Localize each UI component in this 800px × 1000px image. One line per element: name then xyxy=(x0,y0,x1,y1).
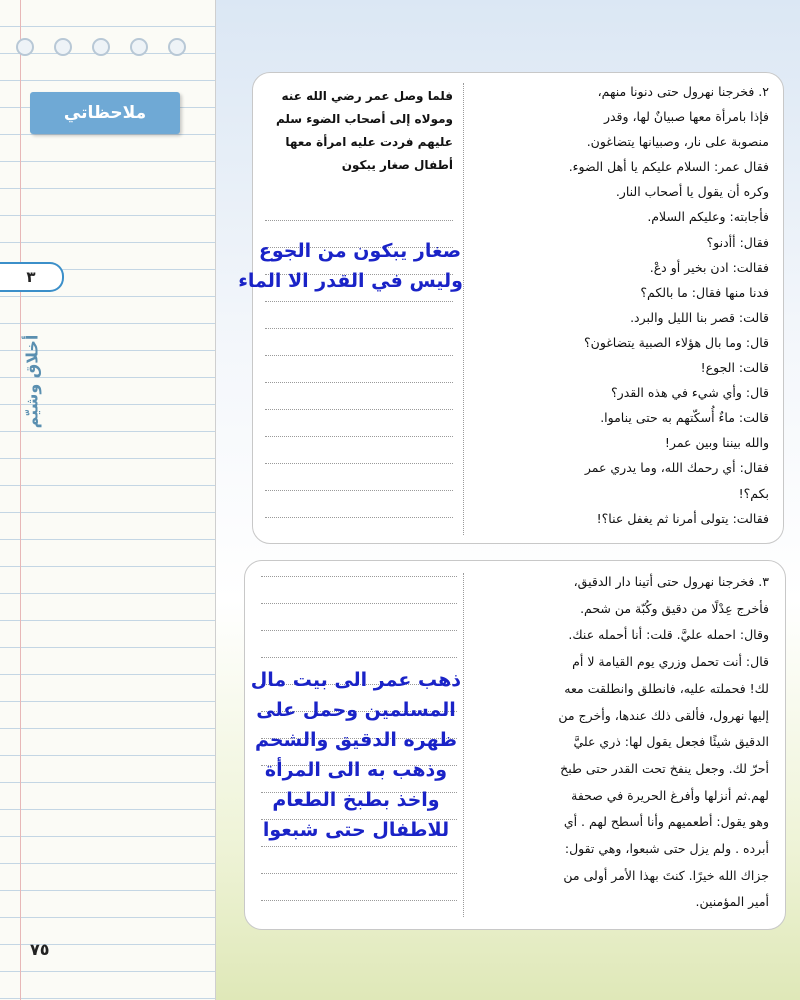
story-line: بكم؟! xyxy=(738,485,769,501)
handwritten-line: ذهب عمر الى بيت مال xyxy=(250,669,461,691)
story-line: إليها نهرول، فألقى ذلك عندها، وأخرج من xyxy=(558,707,769,723)
story-line: وكره أن يقول يا أصحاب النار. xyxy=(615,184,769,200)
binder-hole-icon xyxy=(92,38,110,56)
dotted-writing-line[interactable] xyxy=(265,219,453,221)
dotted-writing-line[interactable] xyxy=(261,656,457,658)
column-divider xyxy=(463,83,464,535)
story-line: أحرّ لك. وجعل ينفخ تحت القدر حتى طبخ xyxy=(560,760,769,776)
story-line: أمير المؤمنين. xyxy=(695,894,769,910)
note-line: فلما وصل عمر رضي الله عنه xyxy=(281,89,453,103)
chapter-number: ٣ xyxy=(26,268,36,286)
dotted-writing-line[interactable] xyxy=(265,354,453,356)
binder-hole-icon xyxy=(54,38,72,56)
binder-hole-icon xyxy=(130,38,148,56)
story-line: والله بيننا وبين عمر! xyxy=(664,435,769,451)
story-line: وهو يقول: أطعميهم وأنا أسطح لهم . أي xyxy=(563,814,769,830)
chapter-number-badge xyxy=(0,262,64,292)
my-notes-label: ملاحظاتي xyxy=(63,103,147,123)
margin-line xyxy=(20,0,21,1000)
binder-hole-icon xyxy=(168,38,186,56)
chapter-title: أخلاق وشيّم xyxy=(22,334,42,428)
handwritten-line: صغار يبكون من الجوع xyxy=(258,240,462,262)
handwritten-line: وذهب به الى المرأة xyxy=(264,759,448,781)
story-line: منصوبة على نار، وصبيانها يتضاغون. xyxy=(586,134,769,150)
binder-hole-icon xyxy=(16,38,34,56)
story-line: ٢. فخرجنا نهرول حتى دنونا منهم، xyxy=(597,84,769,99)
story-panel-3 xyxy=(244,560,786,930)
dotted-writing-line[interactable] xyxy=(265,300,453,302)
note-line: عليهم فردت عليه امرأة معها xyxy=(285,135,453,149)
dotted-writing-line[interactable] xyxy=(261,872,457,874)
column-divider xyxy=(463,573,464,917)
story-line: قالت: الجوع! xyxy=(700,360,769,376)
story-panel-2 xyxy=(238,72,784,544)
handwritten-line: ظهره الدقيق والشحم xyxy=(254,729,458,751)
binder-holes xyxy=(0,38,210,58)
dotted-writing-line[interactable] xyxy=(261,845,457,847)
story-line: قال: أنت تحمل وزري يوم القيامة لا أم xyxy=(572,654,769,670)
handwritten-answer-2 xyxy=(251,665,461,845)
chapter-title-vertical xyxy=(12,296,52,466)
dotted-writing-line[interactable] xyxy=(265,435,453,437)
story-line: أبرده . ولم يزل حتى شبعوا، وهي تقول: xyxy=(564,841,769,857)
story-line: لهم.ثم أنزلها وأفرغ الحريرة في صحفة xyxy=(571,787,769,803)
dotted-writing-line[interactable] xyxy=(265,327,453,329)
story-line: جزاك الله خيرًا. كنتَ بهذا الأمر أولى من xyxy=(563,867,769,883)
story-line: فأجابته: وعليكم السلام. xyxy=(647,209,769,225)
dotted-writing-line[interactable] xyxy=(261,899,457,901)
story-line: ٣. فخرجنا نهرول حتى أتينا دار الدقيق، xyxy=(573,574,769,589)
handwritten-answer-1 xyxy=(238,236,463,296)
story-line: لك! فحملته عليه، فانطلق وانطلقت معه xyxy=(564,680,769,696)
story-text-2 xyxy=(473,79,769,531)
handwritten-line: المسلمين وحمل على xyxy=(256,699,456,721)
dotted-writing-line[interactable] xyxy=(265,381,453,383)
note-line: أطفال صغار يبكون xyxy=(341,158,453,172)
story-line: فقالت: ادن بخير أو دعْ. xyxy=(649,259,769,275)
dotted-writing-line[interactable] xyxy=(261,575,457,577)
dotted-writing-line[interactable] xyxy=(261,602,457,604)
story-line: فأخرج عِدْلًا من دقيق وكُبّة من شحم. xyxy=(580,600,769,616)
note-line: ومولاه إلى أصحاب الضوء سلم xyxy=(275,112,453,126)
story-line: فدنا منها فقال: ما بالكم؟ xyxy=(640,284,769,300)
story-line: وقال: احمله عليَّ. قلت: أنا أحمله عنك. xyxy=(568,627,769,643)
handwritten-line: وليس في القدر الا الماء xyxy=(238,270,463,292)
story-line: قالت: ماءٌ أُسكّتهم به حتى يناموا. xyxy=(600,410,769,426)
handwritten-line: للاطفال حتى شبعوا xyxy=(262,819,450,841)
story-line: قال: وأي شيء في هذه القدر؟ xyxy=(611,385,769,401)
printed-summary-note xyxy=(265,85,453,177)
story-text-3 xyxy=(469,569,769,916)
dotted-writing-line[interactable] xyxy=(265,462,453,464)
story-line: فإذا بامرأة معها صبيانٌ لها، وقدر xyxy=(603,109,769,125)
dotted-writing-line[interactable] xyxy=(265,516,453,518)
story-line: فقال: أي رحمك الله، وما يدري عمر xyxy=(584,460,769,476)
dotted-writing-line[interactable] xyxy=(265,408,453,410)
story-line: فقال: أأدنو؟ xyxy=(706,234,769,250)
page-number: ٧٥ xyxy=(30,940,50,959)
story-line: الدقيق شيئًا فجعل يقول لها: ذري عليَّ xyxy=(573,734,769,750)
my-notes-tab xyxy=(30,92,180,134)
story-line: فقالت: يتولى أمرنا ثم يغفل عنا؟! xyxy=(596,510,769,526)
handwritten-line: واخذ بطبخ الطعام xyxy=(272,789,440,811)
dotted-writing-line[interactable] xyxy=(261,629,457,631)
notebook-sidebar xyxy=(0,0,216,1000)
story-line: فقال عمر: السلام عليكم يا أهل الضوء. xyxy=(568,159,769,175)
dotted-writing-line[interactable] xyxy=(265,489,453,491)
story-line: قالت: قصر بنا الليل والبرد. xyxy=(630,309,769,325)
story-line: قال: وما بال هؤلاء الصبية يتضاغون؟ xyxy=(584,334,769,350)
